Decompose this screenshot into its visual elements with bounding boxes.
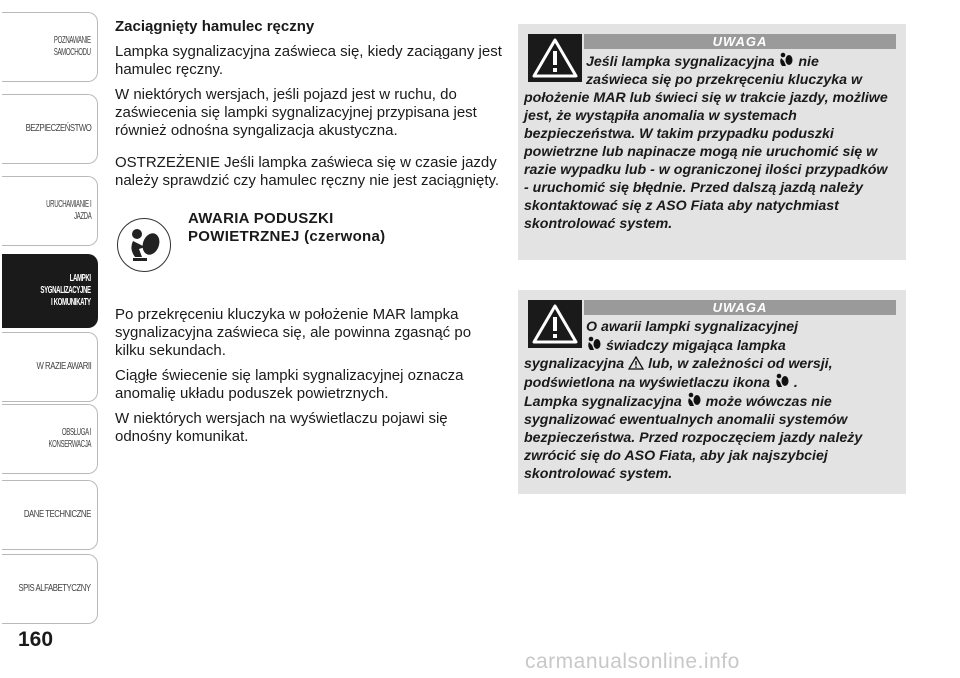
warning-box-2 <box>518 290 906 494</box>
chapter-sidebar <box>0 0 100 610</box>
warning-box-1 <box>518 24 906 260</box>
paragraph: Po przekręceniu kluczyka w położenie MAR lampka sygnalizacyjna zaświeca się, ale powinna zgasnąć po kilku sekundach. <box>115 306 472 359</box>
airbag-icon <box>774 373 790 389</box>
warning-label: UWAGA <box>584 300 896 315</box>
tab-dane-techniczne[interactable]: DANE TECHNICZNE <box>2 480 98 550</box>
airbag-icon <box>686 392 702 408</box>
paragraph: W niektórych wersjach, jeśli pojazd jest w ruchu, do zaświecenia się lampki sygnalizacyjnej przypisana jest również odnośna syngalizacja akustyczna. <box>115 86 477 139</box>
tab-spis-alfabetyczny[interactable]: SPIS ALFABETYCZNY <box>2 554 98 624</box>
paragraph: Ciągłe świecenie się lampki sygnalizacyjnej oznacza anomalię układu poduszek powietrznych. <box>115 367 464 402</box>
warning-text: Jeśli lampka sygnalizacyjna nie zaświeca się po przekręceniu kluczyka w położenie MAR lub świeci się w trakcie jazdy, możliwe jest, że wystąpiła anomalia w systemach bezpieczeństwa. W takim przypadku poduszki powietrzne lub napinacze mogą nie uruchomić się w razie wypadku lub - w ograniczonej ilości przypadków - uruchomić się błędnie. Przed dalszą jazdą należy skontaktować się z ASO Fiata aby natychmiast skontrolować system. <box>524 54 888 232</box>
tab-poznawanie-samochodu[interactable]: POZNAWANIE SAMOCHODU <box>2 12 98 82</box>
paragraph: OSTRZEŻENIE Jeśli lampka zaświeca się w czasie jazdy należy sprawdzić czy hamulec ręczny nie jest zaciągnięty. <box>115 154 500 189</box>
tab-uruchamianie-jazda[interactable]: URUCHAMIANIE I JAZDA <box>2 176 98 246</box>
section-heading: Zaciągnięty hamulec ręczny <box>115 18 315 35</box>
airbag-title: AWARIA PODUSZKI POWIETRZNEJ (czerwona) <box>188 210 386 245</box>
tab-bezpieczenstwo[interactable]: BEZPIECZEŃSTWO <box>2 94 98 164</box>
airbag-icon <box>586 336 602 352</box>
tab-obsluga-konserwacja[interactable]: OBSŁUGA I KONSERWACJA <box>2 404 98 474</box>
paragraph: W niektórych wersjach na wyświetlaczu pojawi się odnośny komunikat. <box>115 410 448 445</box>
airbag-icon <box>778 52 794 68</box>
airbag-icon <box>117 218 171 272</box>
warning-triangle-icon <box>528 300 582 348</box>
paragraph: Lampka sygnalizacyjna zaświeca się, kiedy zaciągany jest hamulec ręczny. <box>115 43 502 78</box>
main-text-column <box>115 18 505 453</box>
warning-text: O awarii lampki sygnalizacyjnej świadczy migająca lampka sygnalizacyjna lub, w zależności od wersji, podświetlona na wyświetlaczu ikona . Lampka sygnalizacyjna może wówczas nie sygnalizować ewentualnych anomalii systemów bezpieczeństwa. Przed rozpoczęciem jazdy należy zwrócić się do ASO Fiata, aby jak najszybciej skontrolować system. <box>524 319 863 482</box>
page-number: 160 <box>18 628 54 651</box>
tab-w-razie-awarii[interactable]: W RAZIE AWARII <box>2 332 98 402</box>
warning-label: UWAGA <box>584 34 896 49</box>
watermark: carmanualsonline.info <box>525 650 740 673</box>
airbag-warning-block <box>115 210 505 288</box>
warning-triangle-small-icon <box>628 356 644 370</box>
warning-triangle-icon <box>528 34 582 82</box>
tab-lampki-sygnalizacyjne[interactable]: LAMPKI SYGNALIZACYJNE I KOMUNIKATY <box>2 254 98 328</box>
